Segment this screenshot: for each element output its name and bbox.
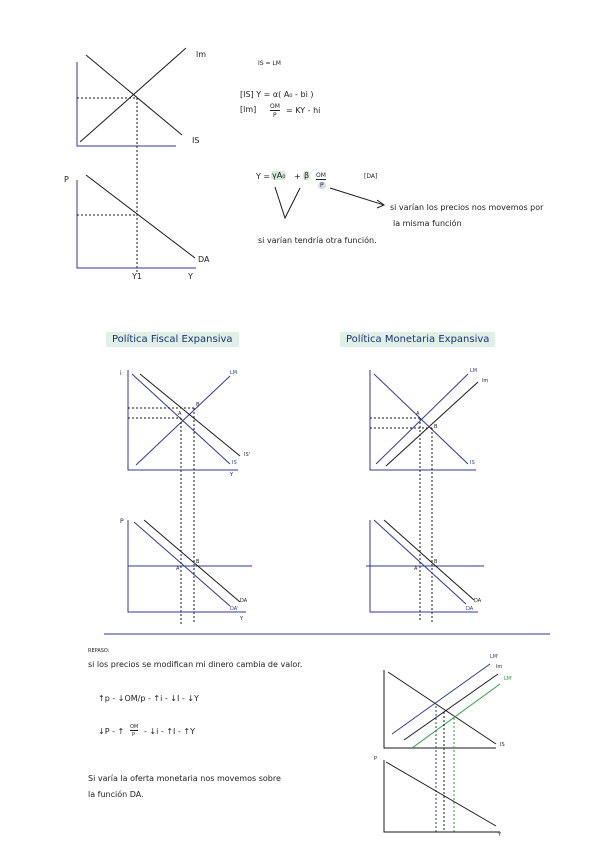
monetary-title: Política Monetaria Expansiva [340,332,495,347]
top-p-label: P [64,175,69,184]
da-eq-prefix: Y = [256,172,271,181]
fiscal-i-label: i [120,370,122,377]
repaso-lm [404,674,498,740]
monetary-da-point-b: B [434,559,438,565]
repaso-line-5: la función DA. [88,790,144,799]
is-curve [86,55,182,135]
fiscal-is-prime-label: IS' [244,452,251,458]
fiscal-y-label: Y [230,472,234,478]
monetary-is-label: IS [470,460,475,466]
repaso-da-graph [384,760,500,832]
repaso-lm-prime-label: LM' [490,654,499,660]
repaso-is [388,672,496,744]
monetary-da-label: DA [466,606,474,612]
fiscal-is-label: IS [232,460,237,466]
repaso-heading: REPASO: [88,648,110,654]
monetary-lm-label: LM [470,368,478,374]
da-curve [86,175,195,258]
fiscal-da-point-a: A [176,566,180,572]
repaso-da [386,762,496,826]
repaso-line-4: Si varía la oferta monetaria nos movemos sobre [88,774,281,783]
top-lm-label: lm [196,50,207,59]
fiscal-is-prime [140,374,240,456]
repaso-line-1: si los precios se modifican mi dinero cambia de valor. [88,660,303,669]
da-eq-beta: β [304,171,310,180]
note-other-function: si varían tendría otra función. [258,236,377,245]
fiscal-lm-label: LM [230,370,238,376]
top-islm-axes [77,62,176,146]
repaso-axes [384,670,496,748]
fiscal-point-a: A [178,411,182,417]
lm-eq-num: OM [270,103,280,110]
monetary-islm-graph [370,370,478,622]
is-eq-lm: IS = LM [258,60,281,67]
v-mark [275,187,300,218]
fiscal-title: Política Fiscal Expansiva [106,332,239,347]
da-eq-plus: + [294,172,301,181]
fiscal-da-label: DA' [230,606,239,612]
repaso-lm-green-label: LM' [504,676,513,682]
fiscal-da-point-b: B [196,559,200,565]
fiscal-da [134,522,230,606]
da-eq-gamma: γA₀ [272,171,286,180]
repaso-p-label: P [374,756,378,762]
da-eq-tag: [DA] [364,173,378,180]
repaso-line-3-suffix: - ↓i - ↑I - ↑Y [144,727,195,736]
repaso-lm-label: lm [496,664,503,670]
fiscal-p-label: P [120,518,124,525]
monetary-lm-prime-label: lm [482,378,489,384]
da-eq-num: OM [316,172,326,179]
top-y-label: Y [188,272,193,281]
repaso-line-3-prefix: ↓P - ↑ [98,727,125,736]
top-y1-label: Y1 [132,272,142,281]
fiscal-islm-graph [128,370,240,624]
monetary-da-prime [384,520,474,600]
lm-curve [80,48,186,142]
fiscal-da-y-label: Y [240,616,244,622]
da-eq-den: P [320,182,324,189]
top-is-label: IS [192,136,200,145]
repaso-line-3-num: OM [130,724,139,730]
repaso-is-label: IS [500,742,505,748]
arrow-line [330,188,384,205]
da-eq-arrows [275,187,384,218]
fiscal-da-prime-label: DA [240,598,248,604]
monetary-da-graph [366,520,484,612]
note-prices-2: la misma función [393,219,462,228]
repaso-line-2: ↑p - ↓OM/p - ↑i - ↓I - ↓Y [98,694,199,703]
monetary-point-a: A [416,411,420,417]
note-prices: si varían los precios nos movemos por [390,203,544,212]
lm-equation-prefix: [lm] [240,105,257,114]
monetary-da-point-a: A [414,566,418,572]
repaso-line-3-den: P [132,732,136,738]
fiscal-da-graph [128,520,252,612]
monetary-point-b: B [434,424,438,430]
top-da-label: DA [198,255,210,264]
fiscal-da-prime [144,520,240,602]
repaso-y-label: Y [498,832,502,838]
repaso-lm-prime [392,664,490,734]
monetary-da-prime-label: DA [474,598,482,604]
is-equation: [IS] Y = α( A₀ - bi ) [240,90,314,99]
lm-eq-den: P [273,112,277,119]
fiscal-point-b: B [196,402,200,408]
lm-eq-suffix: = KY - hi [286,106,321,115]
